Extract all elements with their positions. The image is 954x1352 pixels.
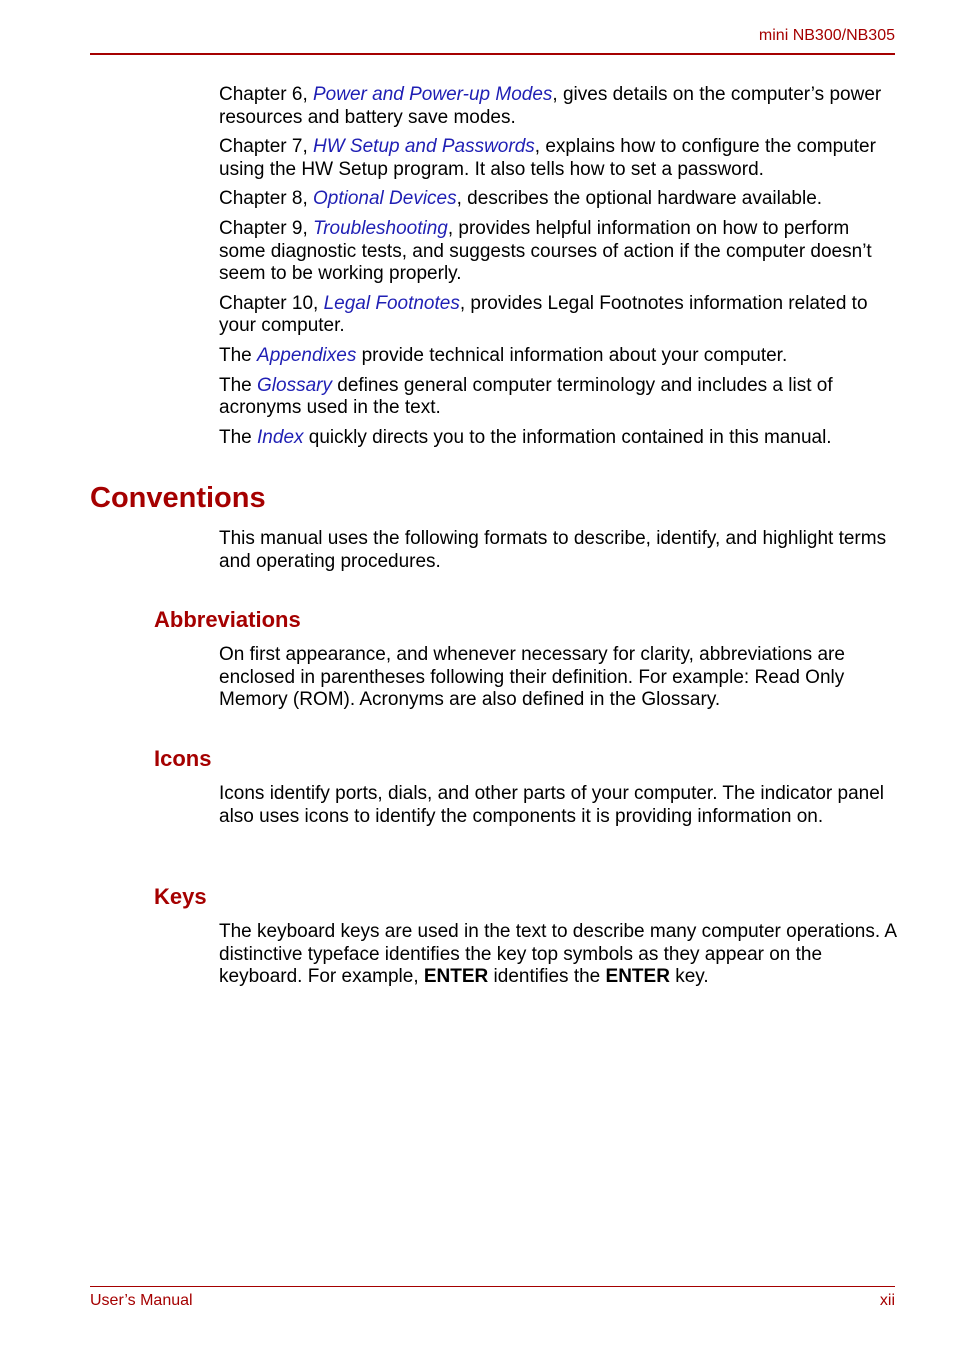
page-number: xii: [879, 1292, 895, 1309]
running-header: mini NB300/NB305: [758, 27, 895, 44]
chapter-8-link[interactable]: Optional Devices: [313, 188, 457, 210]
glossary-link[interactable]: Glossary: [257, 374, 332, 396]
chapter-9-link[interactable]: Troubleshooting: [313, 217, 448, 239]
chapter-entry: Chapter 7, HW Setup and Passwords, explains how to configure the computer using the HW Setup program. It also tells how to set a password.: [219, 136, 876, 180]
footer-divider: [90, 1286, 895, 1287]
chapter-7-link[interactable]: HW Setup and Passwords: [313, 136, 535, 158]
index-link[interactable]: Index: [257, 426, 304, 448]
abbreviations-text: On first appearance, and whenever necessary for clarity, abbreviations are enclosed in parentheses following their definition. For example: Read Only Memory (ROM). Acronyms are also defined in the Glossary.: [219, 644, 845, 711]
conventions-heading: Conventions: [90, 482, 266, 514]
keys-heading: Keys: [154, 884, 207, 909]
chapter-entry: Chapter 8, Optional Devices, describes the optional hardware available.: [219, 188, 823, 210]
chapter-6-link[interactable]: Power and Power-up Modes: [313, 84, 553, 105]
icons-text: Icons identify ports, dials, and other parts of your computer. The indicator panel also uses icons to identify the components it is providing information on.: [219, 783, 885, 827]
chapter-entry: Chapter 6, Power and Power-up Modes, gives details on the computer’s power resources and battery save modes.: [219, 84, 882, 128]
footer-manual-title: User’s Manual: [90, 1292, 193, 1309]
chapter-entry: The Index quickly directs you to the information contained in this manual.: [219, 426, 832, 448]
chapter-entry: The Glossary defines general computer terminology and includes a list of acronyms used in the text.: [219, 374, 833, 419]
keys-text: The keyboard keys are used in the text to describe many computer operations. A distinctive typeface identifies the key top symbols as they appear on the keyboard. For example, ENTER identifies the ENTER key.: [219, 921, 896, 988]
enter-key-label: ENTER: [423, 966, 489, 988]
conventions-intro: This manual uses the following formats to describe, identify, and highlight terms and operating procedures.: [219, 528, 887, 572]
header-divider: [90, 53, 895, 55]
appendixes-link[interactable]: Appendixes: [257, 344, 357, 366]
chapter-entry: Chapter 9, Troubleshooting, provides helpful information on how to perform some diagnostic tests, and suggests courses of action if the computer doesn’t seem to be working properly.: [219, 217, 872, 285]
enter-key-label: ENTER: [605, 966, 670, 988]
icons-heading: Icons: [154, 746, 212, 771]
chapter-10-link[interactable]: Legal Footnotes: [323, 292, 460, 314]
chapter-entry: The Appendixes provide technical information about your computer.: [219, 344, 788, 366]
abbreviations-heading: Abbreviations: [154, 607, 301, 632]
chapter-list: [219, 84, 899, 456]
chapter-entry: Chapter 10, Legal Footnotes, provides Legal Footnotes information related to your computer.: [219, 292, 868, 337]
